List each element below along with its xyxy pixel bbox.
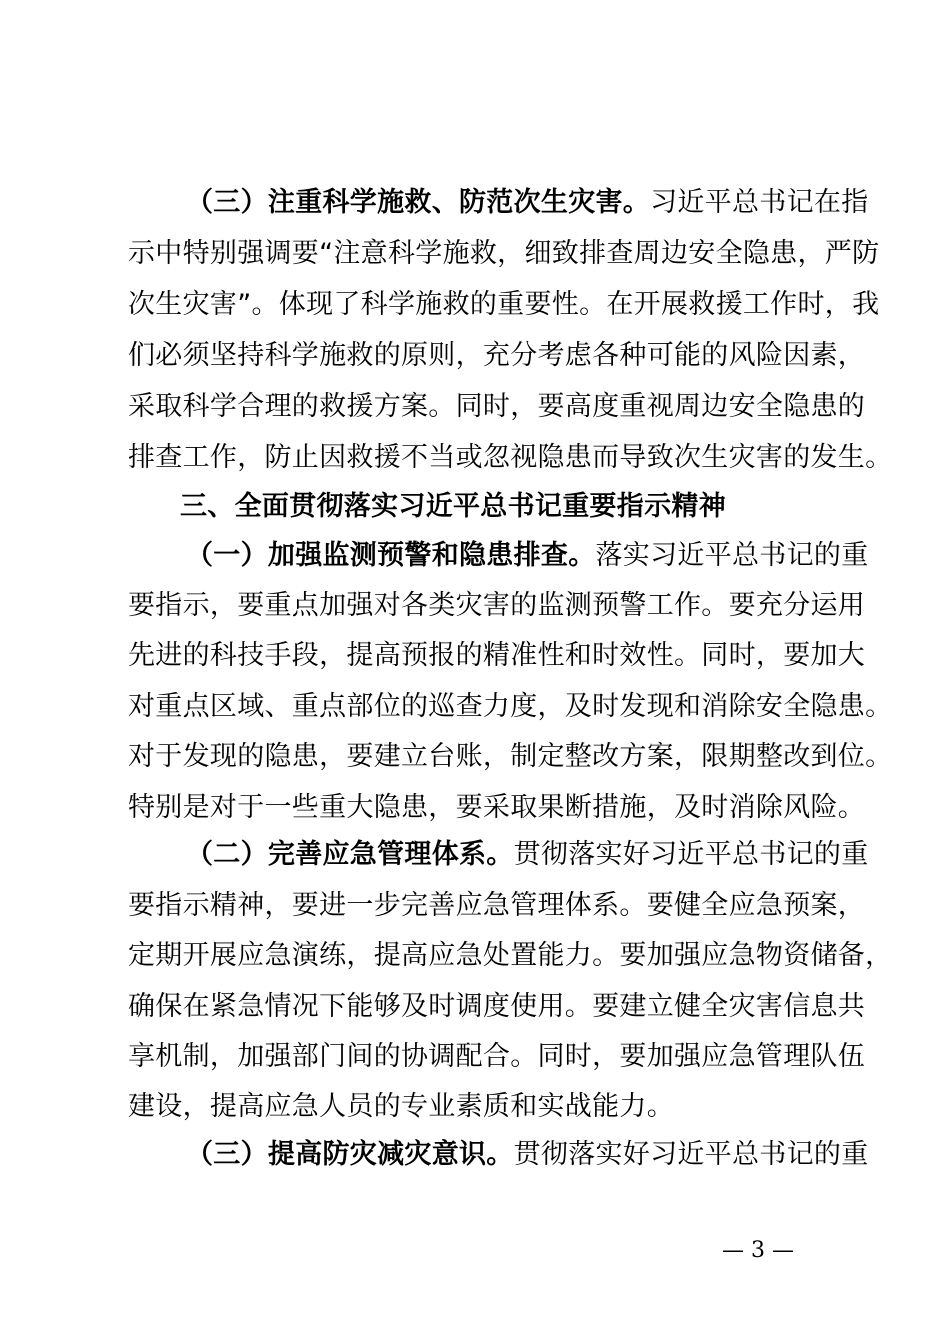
- paragraph-line: 确保在紧急情况下能够及时调度使用。要建立健全灾害信息共: [128, 991, 866, 1022]
- paragraph-line: 对于发现的隐患，要建立台账，制定整改方案，限期整改到位。: [128, 741, 893, 772]
- paragraph-line: [186, 184, 869, 222]
- paragraph-lead: （三）提高防灾减灾意识。: [186, 1139, 514, 1170]
- paragraph-line: 对重点区域、重点部位的巡查力度，及时发现和消除安全隐患。: [128, 691, 893, 722]
- paragraph-line: 要指示，要重点加强对各类灾害的监测预警工作。要充分运用: [128, 590, 866, 621]
- paragraph-line: [186, 1136, 869, 1174]
- paragraph-line: [186, 537, 869, 575]
- paragraph-line: 采取科学合理的救援方案。同时，要高度重视周边安全隐患的: [128, 391, 866, 422]
- paragraph-line: 先进的科技手段，提高预报的精准性和时效性。同时，要加大: [128, 640, 866, 671]
- paragraph-line: 建设，提高应急人员的专业素质和实战能力。: [128, 1091, 674, 1122]
- paragraph-lead: （一）加强监测预警和隐患排查。: [186, 540, 596, 571]
- section-heading: 三、全面贯彻落实习近平总书记重要指示精神: [180, 491, 726, 522]
- paragraph-text: 贯彻落实好习近平总书记的重: [513, 839, 869, 870]
- paragraph-lead: （三）注重科学施救、防范次生灾害。: [186, 187, 651, 218]
- paragraph-text: 习近平总书记在指: [650, 187, 869, 218]
- paragraph-line: 次生灾害”。体现了科学施救的重要性。在开展救援工作时，我: [128, 289, 880, 320]
- paragraph-line: 特别是对于一些重大隐患，要采取果断措施，及时消除风险。: [128, 792, 866, 823]
- paragraph-line: 享机制，加强部门间的协调配合。同时，要加强应急管理队伍: [128, 1041, 866, 1072]
- paragraph-line: 定期开展应急演练，提高应急处置能力。要加强应急物资储备，: [128, 940, 893, 971]
- paragraph-line: 示中特别强调要“注意科学施救，细致排查周边安全隐患，严防: [128, 238, 880, 269]
- paragraph-text: 落实习近平总书记的重: [595, 540, 869, 571]
- paragraph-text: 贯彻落实好习近平总书记的重: [513, 1139, 869, 1170]
- paragraph-line: 排查工作，防止因救援不当或忽视隐患而导致次生灾害的发生。: [128, 442, 893, 473]
- paragraph-lead: （二）完善应急管理体系。: [186, 839, 514, 870]
- page-number: — 3 —: [722, 1238, 794, 1263]
- paragraph-line: 要指示精神，要进一步完善应急管理体系。要健全应急预案，: [128, 890, 866, 921]
- paragraph-line: 们必须坚持科学施救的原则，充分考虑各种可能的风险因素，: [128, 340, 866, 371]
- paragraph-line: [186, 836, 869, 874]
